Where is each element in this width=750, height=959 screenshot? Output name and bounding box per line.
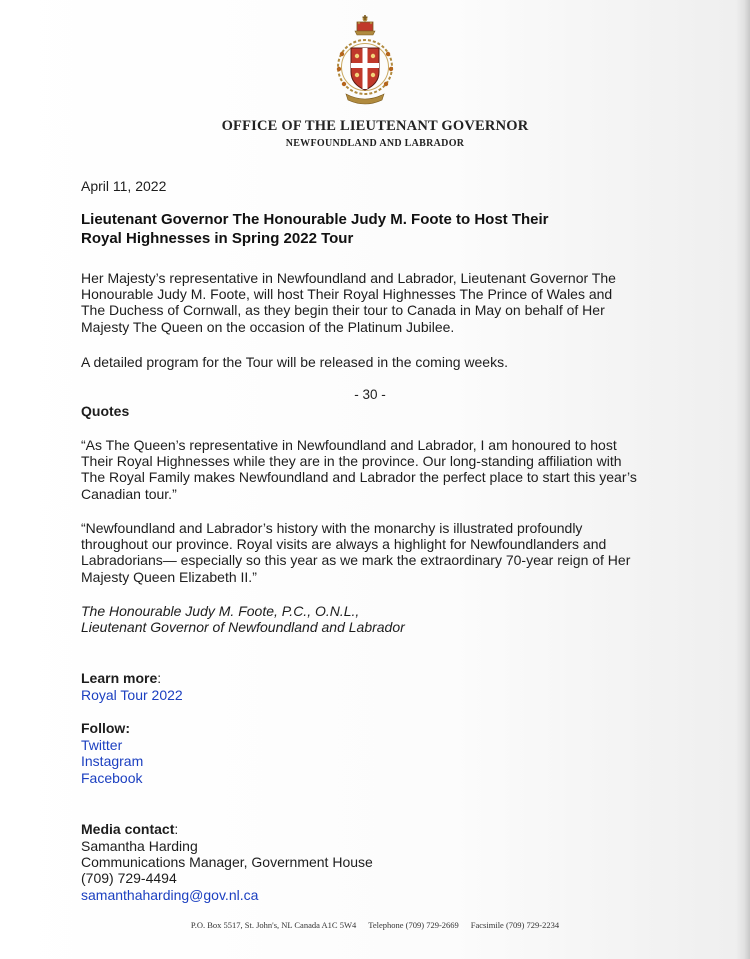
twitter-link[interactable]: Twitter (81, 737, 123, 753)
program-paragraph: A detailed program for the Tour will be released in the coming weeks. (81, 354, 508, 370)
release-date: April 11, 2022 (81, 178, 167, 194)
footer-address: P.O. Box 5517, St. John's, NL Canada A1C 5W4 (190, 920, 357, 930)
contact-email-link[interactable]: samanthaharding@gov.nl.ca (81, 887, 259, 903)
attribution-line: Lieutenant Governor of Newfoundland and Labrador (81, 619, 405, 636)
quotes-heading: Quotes (81, 403, 130, 419)
learn-more-heading (81, 670, 691, 686)
quote-paragraph (81, 520, 691, 585)
crown-icon (355, 15, 375, 35)
instagram-link[interactable]: Instagram (81, 753, 144, 769)
letterhead-footer (0, 920, 750, 930)
paragraph-line: Honourable Judy M. Foote, will host Their Royal Highnesses The Prince of Wales and (81, 286, 613, 303)
paragraph-line: Her Majesty’s representative in Newfoundland and Labrador, Lieutenant Governor The (81, 270, 616, 286)
quote-line: throughout our province. Royal visits are always a highlight for Newfoundlanders and (81, 536, 607, 553)
headline-line: Lieutenant Governor The Honourable Judy M. Foote to Host Their (81, 211, 549, 228)
royal-tour-link[interactable]: Royal Tour 2022 (81, 687, 183, 703)
office-title: OFFICE OF THE LIEUTENANT GOVERNOR (221, 118, 529, 134)
contact-phone: (709) 729-4494 (81, 870, 177, 886)
coat-of-arms-icon (332, 14, 398, 110)
footer-facsimile: Facsimile (709) 729-2234 (470, 920, 560, 930)
quote-line: The Royal Family makes Newfoundland and Labrador the perfect place to start this year’s (81, 469, 637, 486)
follow-heading: Follow: (81, 720, 130, 736)
paragraph-line: Majesty The Queen on the occasion of the Platinum Jubilee. (81, 318, 455, 335)
facebook-link[interactable]: Facebook (81, 770, 143, 786)
quote-line: “As The Queen’s representative in Newfoundland and Labrador, I am honoured to host (81, 437, 617, 453)
quote-line: Canadian tour.” (81, 485, 177, 502)
media-contact-label: Media contact (81, 821, 175, 837)
quote-paragraph (81, 437, 691, 502)
media-contact-colon: : (174, 821, 179, 837)
office-subtitle: NEWFOUNDLAND AND LABRADOR (285, 138, 465, 149)
headline-line: Royal Highnesses in Spring 2022 Tour (81, 230, 354, 247)
contact-title: Communications Manager, Government House (81, 854, 373, 870)
contact-name: Samantha Harding (81, 838, 198, 854)
headline (81, 210, 691, 248)
paragraph-line: The Duchess of Cornwall, as they begin their tour to Canada in May on behalf of Her (81, 302, 605, 319)
learn-more-colon: : (157, 670, 162, 686)
quote-line: “Newfoundland and Labrador’s history with the monarchy is illustrated profoundly (81, 520, 583, 536)
quote-line: Their Royal Highnesses while they are in the province. Our long-standing affiliation with (81, 453, 622, 470)
attribution-line: The Honourable Judy M. Foote, P.C., O.N.L., (81, 603, 360, 619)
quote-attribution (81, 603, 691, 635)
quote-line: Majesty Queen Elizabeth II.” (81, 568, 257, 585)
learn-more-label: Learn more (81, 670, 158, 686)
quote-line: Labradorians— especially so this year as we mark the extraordinary 70-year reign of Her (81, 552, 631, 569)
end-marker: - 30 - (354, 387, 386, 402)
footer-telephone: Telephone (709) 729-2669 (368, 920, 459, 930)
media-contact-heading (81, 821, 691, 837)
intro-paragraph (81, 270, 691, 335)
